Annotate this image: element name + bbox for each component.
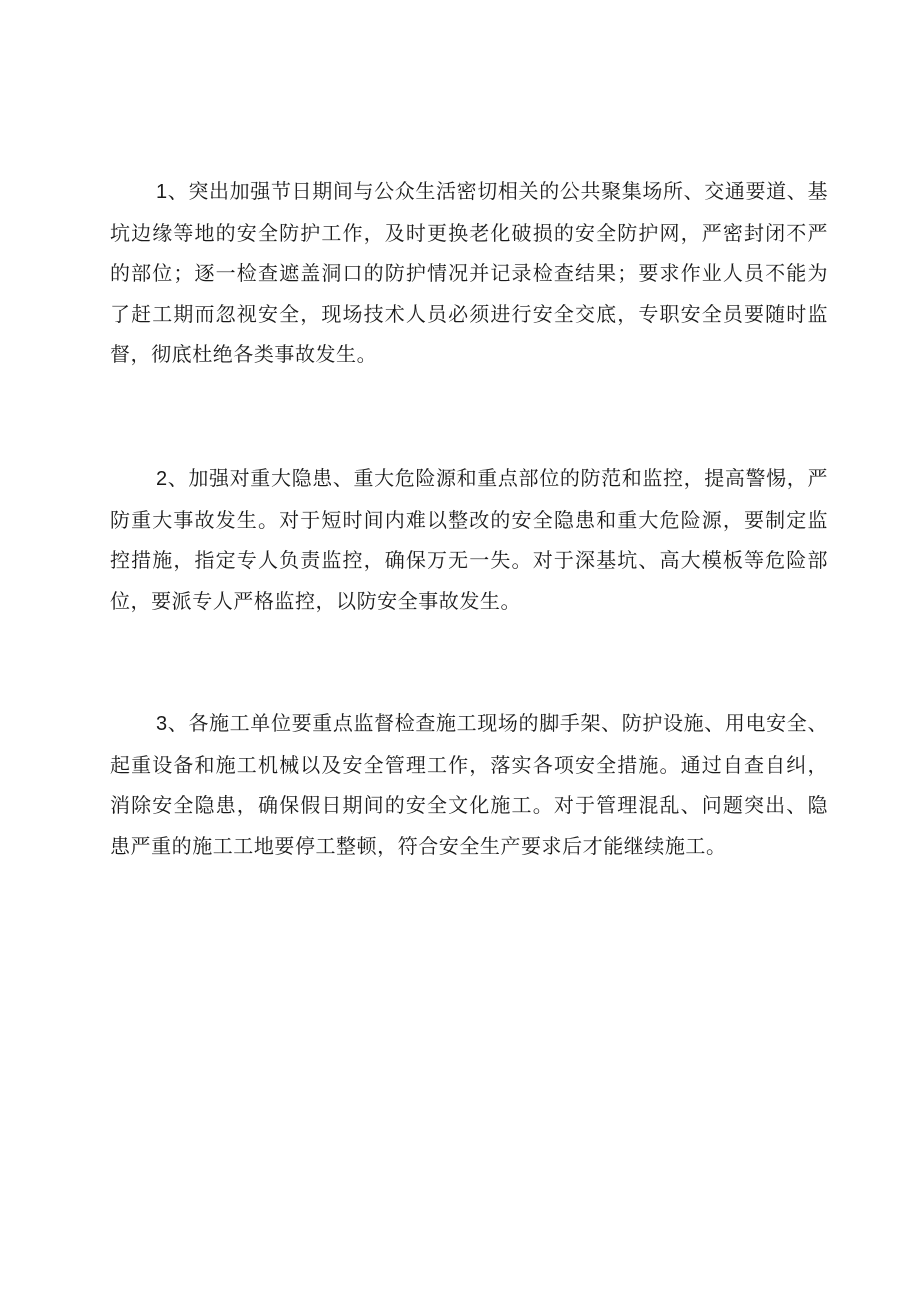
paragraph-3-number: 3 [156, 713, 168, 735]
paragraph-1-number: 1 [156, 181, 168, 203]
paragraph-1-text: 、突出加强节日期间与公众生活密切相关的公共聚集场所、交通要道、基坑边缘等地的安全防护工作，及时更换老化破损的安全防护网，严密封闭不严的部位；逐一检查遮盖洞口的防护情况并记录检查结果；要求作业人员不能为了赶工期而忽视安全，现场技术人员必须进行安全交底，专职安全员要随时监督，彻底杜绝各类事故发生。 [110, 179, 828, 367]
paragraph-2 [110, 458, 828, 621]
paragraph-3 [110, 703, 828, 866]
paragraph-3-text: 、各施工单位要重点监督检查施工现场的脚手架、防护设施、用电安全、起重设备和施工机械以及安全管理工作，落实各项安全措施。通过自查自纠，消除安全隐患，确保假日期间的安全文化施工。对于管理混乱、问题突出、隐患严重的施工工地要停工整顿，符合安全生产要求后才能继续施工。 [110, 711, 828, 858]
paragraph-2-number: 2 [156, 468, 168, 490]
paragraph-1 [110, 171, 828, 375]
paragraph-2-text: 、加强对重大隐患、重大危险源和重点部位的防范和监控，提高警惕，严防重大事故发生。对于短时间内难以整改的安全隐患和重大危险源，要制定监控措施，指定专人负责监控，确保万无一失。对于深基坑、高大模板等危险部位，要派专人严格监控，以防安全事故发生。 [110, 466, 828, 613]
